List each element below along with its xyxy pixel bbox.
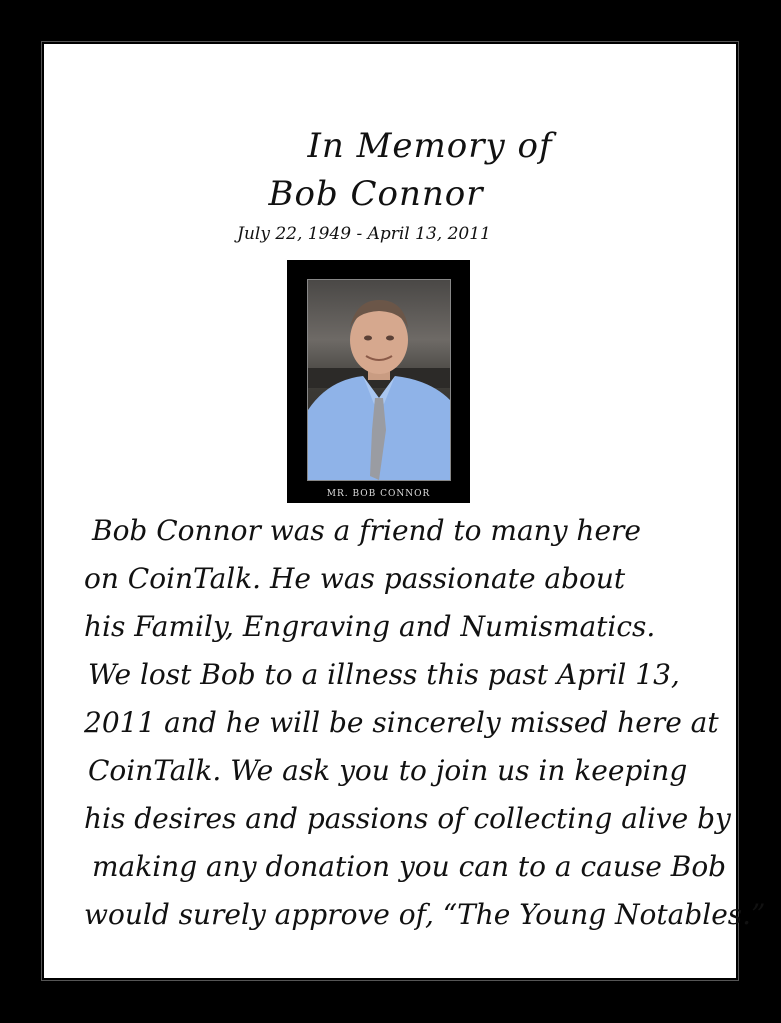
portrait-frame	[287, 260, 470, 503]
memorial-dates: July 22, 1949 - April 13, 2011	[237, 224, 491, 244]
message-line: CoinTalk. We ask you to join us in keeping	[88, 754, 688, 787]
title-line-2: Bob Connor	[268, 174, 484, 214]
message-line: We lost Bob to a illness this past April 13,	[88, 658, 680, 691]
message-line: his Family, Engraving and Numismatics.	[84, 610, 656, 643]
message-line: 2011 and he will be sincerely missed here at	[84, 706, 719, 739]
message-line: his desires and passions of collecting alive by	[84, 802, 731, 835]
portrait-caption: MR. BOB CONNOR	[326, 489, 431, 499]
portrait-photo	[307, 279, 451, 481]
message-line: would surely approve of, “The Young Notables.”	[84, 898, 766, 931]
message-line: Bob Connor was a friend to many here	[92, 514, 641, 547]
portrait-illustration	[308, 280, 450, 480]
message-line: on CoinTalk. He was passionate about	[84, 562, 626, 595]
title-line-1: In Memory of	[307, 126, 553, 166]
memorial-message	[84, 507, 766, 939]
message-line: making any donation you can to a cause Bob	[92, 850, 727, 883]
memorial-card	[44, 44, 766, 978]
